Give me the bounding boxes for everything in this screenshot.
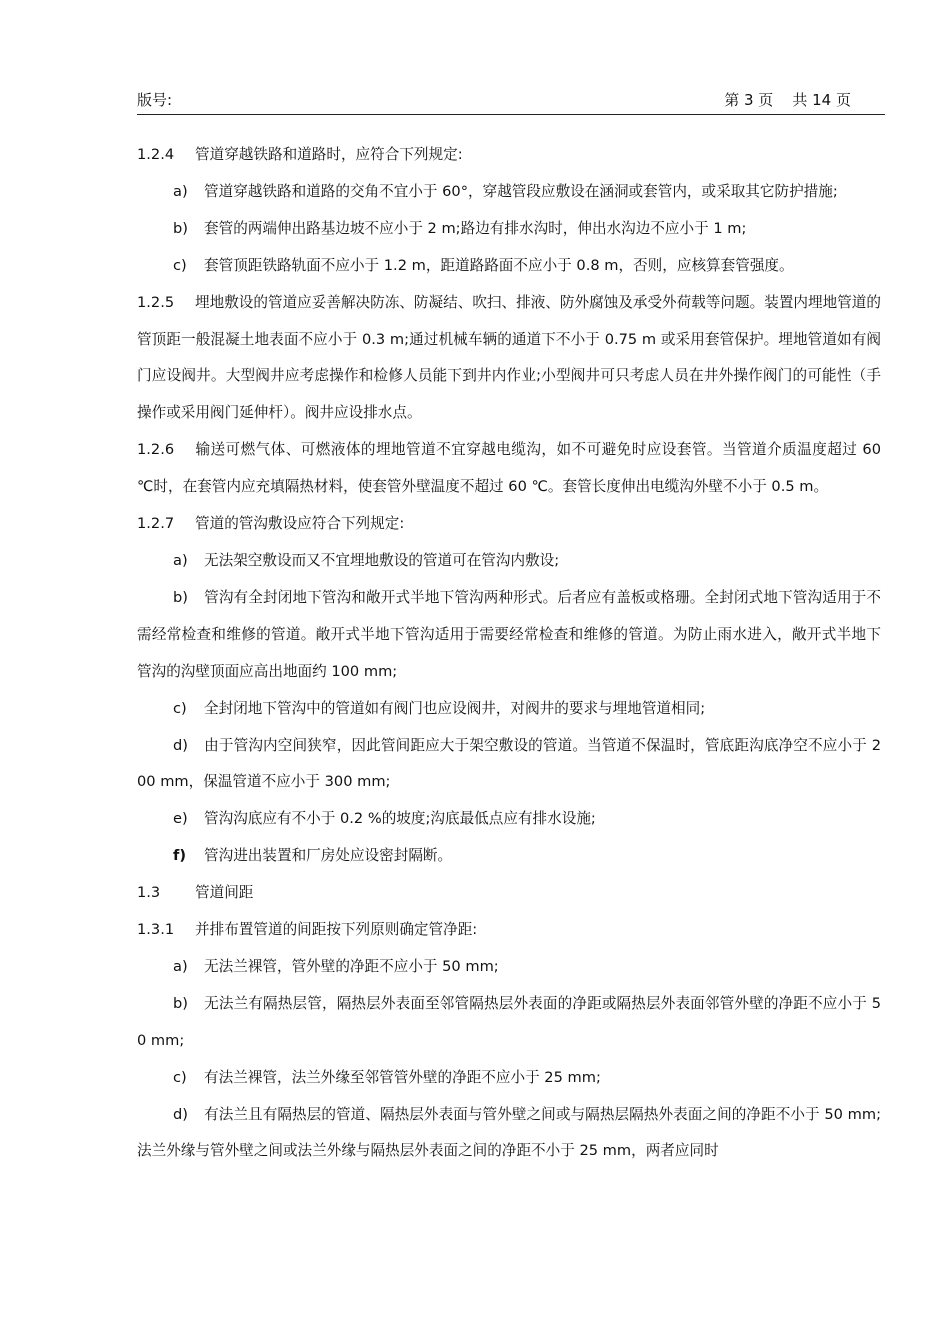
item-text: 由于管沟内空间狭窄，因此管间距应大于架空敷设的管道。当管道不保温时，管底距沟底净空不应小于 200 mm，保温管道不应小于 300 mm; (137, 736, 881, 791)
item-text: 管道穿越铁路和道路的交角不宜小于 60°，穿越管段应敷设在涵洞或套管内，或采取其它防护措施; (204, 182, 838, 200)
page-number: 第 3 页 共 14 页 (724, 91, 851, 109)
clause-text: 并排布置管道的间距按下列原则确定管净距: (195, 921, 478, 939)
item-text: 管沟进出装置和厂房处应设密封隔断。 (204, 847, 453, 865)
section-title: 管道间距 (195, 884, 254, 902)
item-label: b) (173, 994, 188, 1012)
clause-number: 1.3.1 (137, 921, 175, 939)
list-item (137, 838, 881, 875)
clause-number: 1.2.5 (137, 293, 175, 311)
clause-text: 埋地敷设的管道应妥善解决防冻、防凝结、吹扫、排液、防外腐蚀及承受外荷载等问题。装置内埋地管道的管顶距一般混凝土地表面不应小于 0.3 m;通过机械车辆的通道下不小于 0.75 m 或采用套管保护。埋地管道如有阀门应设阀井。大型阀井应考虑操作和检修人员能下到井内作业;小型阀井可只考虑人员在井外操作阀门的可能性（手操作或采用阀门延伸杆）。阀井应设排水点。 (137, 293, 881, 422)
item-text: 套管的两端伸出路基边坡不应小于 2 m;路边有排水沟时，伸出水沟边不应小于 1 m; (204, 219, 747, 237)
item-label: d) (173, 1105, 188, 1123)
list-item (137, 801, 881, 838)
clause-number: 1.2.4 (137, 146, 175, 163)
item-text: 套管顶距铁路轨面不应小于 1.2 m，距道路路面不应小于 0.8 m，否则，应核算套管强度。 (204, 256, 794, 274)
list-item (137, 728, 881, 802)
list-item (137, 543, 881, 580)
item-text: 有法兰裸管，法兰外缘至邻管管外壁的净距不应小于 25 mm; (204, 1068, 601, 1086)
item-text: 有法兰且有隔热层的管道、隔热层外表面与管外壁之间或与隔热层隔热外表面之间的净距不小于 50 mm;法兰外缘与管外壁之间或法兰外缘与隔热层外表面之间的净距不小于 25 mm，两者应同时 (137, 1105, 881, 1160)
item-label: c) (173, 1068, 187, 1086)
item-label: a) (173, 551, 188, 569)
item-label: a) (173, 182, 188, 200)
item-label: b) (173, 588, 188, 606)
item-label: c) (173, 256, 187, 274)
clause-text: 输送可燃气体、可燃液体的埋地管道不宜穿越电缆沟，如不可避免时应设套管。当管道介质温度超过 60 ℃时，在套管内应充填隔热材料，使套管外壁温度不超过 60 ℃。套管长度伸出电缆沟外壁不小于 0.5 m。 (137, 441, 881, 496)
list-item (137, 1060, 881, 1097)
item-text: 无法架空敷设而又不宜埋地敷设的管道可在管沟内敷设; (204, 551, 560, 569)
item-label: f) (173, 847, 187, 865)
clause-text: 管道的管沟敷设应符合下列规定: (195, 515, 405, 533)
list-item (137, 580, 881, 691)
clause-number: 1.2.6 (137, 441, 175, 459)
document-body (137, 137, 881, 1170)
list-item (137, 1097, 881, 1171)
clause-1-2-7 (137, 506, 881, 543)
item-label: e) (173, 810, 188, 828)
clause-1-2-5 (137, 285, 881, 433)
clause-number: 1.2.7 (137, 515, 175, 533)
list-item (137, 211, 881, 248)
list-item (137, 248, 881, 285)
list-item (137, 691, 881, 728)
section-number: 1.3 (137, 884, 161, 902)
item-label: b) (173, 219, 188, 237)
item-text: 管沟沟底应有不小于 0.2 %的坡度;沟底最低点应有排水设施; (204, 810, 596, 828)
clause-1-2-4 (137, 137, 881, 174)
clause-1-2-6 (137, 432, 881, 506)
list-item (137, 949, 881, 986)
item-text: 全封闭地下管沟中的管道如有阀门也应设阀井，对阀井的要求与埋地管道相同; (204, 699, 706, 717)
item-text: 无法兰裸管，管外壁的净距不应小于 50 mm; (204, 957, 499, 975)
item-label: c) (173, 699, 187, 717)
item-label: a) (173, 957, 188, 975)
item-label: d) (173, 736, 188, 754)
version-label: 版号: (137, 91, 173, 109)
item-text: 无法兰有隔热层管，隔热层外表面至邻管隔热层外表面的净距或隔热层外表面邻管外壁的净距不应小于 50 mm; (137, 994, 881, 1049)
clause-text: 管道穿越铁路和道路时，应符合下列规定: (195, 146, 463, 163)
list-item (137, 986, 881, 1060)
section-1-3 (137, 875, 881, 912)
clause-1-3-1 (137, 912, 881, 949)
page-header (137, 90, 885, 115)
list-item (137, 174, 881, 211)
item-text: 管沟有全封闭地下管沟和敞开式半地下管沟两种形式。后者应有盖板或格珊。全封闭式地下管沟适用于不需经常检查和维修的管道。敞开式半地下管沟适用于需要经常检查和维修的管道。为防止雨水进入，敞开式半地下管沟的沟壁顶面应高出地面约 100 mm; (137, 588, 881, 680)
